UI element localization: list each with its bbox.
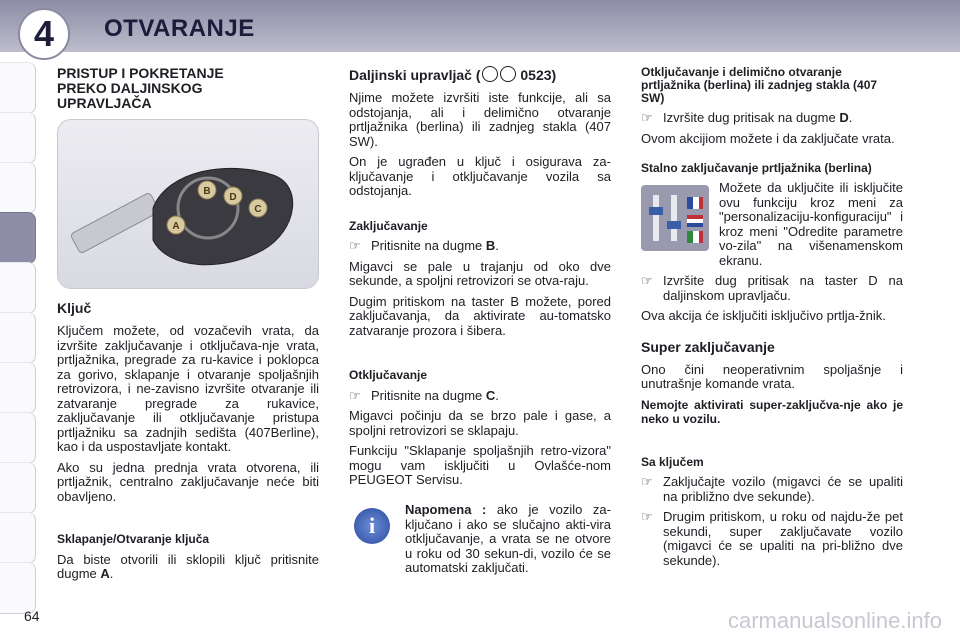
remote-heading-pre: Daljinski upravljač ( [349, 67, 481, 83]
lock-paragraph-1: Migavci se pale u trajanju od oko dve sekunde, a spoljni retrovizori se otva-raju. [349, 258, 611, 288]
unlock-bullet: ☞ Pritisnite na dugme C. [349, 387, 499, 403]
note-paragraph [349, 503, 611, 576]
note-block [349, 503, 611, 576]
remote-paragraph-2: On je ugrađen u ključ i osigurava za-ključavanje i otključavanje vozila sa odstojanja. [349, 154, 611, 198]
key-image [58, 120, 318, 288]
unlock-paragraph-1: Migavci počinju da se brzo pale i gase, a spoljni retrovizori se sklapaju. [349, 408, 611, 438]
withkey-bullet-2-text: Drugim pritiskom, u roku od najdu-že pet sekundi, super zaključavate vozilo (migavci će se upaliti na pri-bližno dve sekunde). [663, 509, 903, 568]
super-warning: Nemojte aktivirati super-zaključva-nje ako je neko u vozilu. [641, 397, 903, 426]
perm-paragraph-2: Ova akcija će isključiti isključivo prtlja-žnik. [641, 308, 886, 323]
chapter-tab[interactable] [0, 262, 36, 314]
pointing-hand-icon: ☞ [641, 273, 653, 288]
key-label-a: A [172, 221, 180, 232]
perm-paragraph: Možete da uključite ili isključite ovu funkciju kroz meni za "personalizaciju-konfiguraciju" i kroz meni "Odredite parametre vo-zila" na višenamenskom ekranu. [719, 181, 903, 268]
chapter-tab-active[interactable] [0, 212, 36, 264]
partial-bullet-text: Izvršite dug pritisak na dugme [663, 110, 836, 125]
withkey-bullet-1-text: Zaključajte vozilo (migavci će se upaliti na približno dve sekunde). [663, 474, 903, 504]
chapter-tab[interactable] [0, 62, 36, 114]
page-number: 64 [24, 608, 40, 624]
unlock-paragraph-2: Funkciju "Sklapanje spoljašnjih retro-vizora" mogu vam isključiti u Ovlašće-nom PEUGEOT Servisu. [349, 443, 611, 487]
chapter-tab[interactable] [0, 112, 36, 164]
lock-paragraph-2: Dugim pritiskom na taster B možete, pored zaključavanja, da aktivirate au-tomatsko zatvaranje prozora i šibera. [349, 293, 611, 338]
page-header [0, 0, 960, 52]
note-label: Napomena : [405, 502, 487, 517]
chapter-tab[interactable] [0, 462, 36, 514]
key-paragraph-1: Ključem možete, od vozačevih vrata, da izvršite zaključavanje i otključava-nje vrata, prtljažnika, pregrade za ru-kavice i poklopca za gorivo, sklapanje i otvaranje spoljašnjih retrovizora, i ne-zavisno izvršite otvaranje ili zatvaranje pregrade za rukavice, zaključavanje ili otključavanje pristupa prtljažniku sa zadnjih sedišta (407Berline), kao i da uspostavljate kontakt. [57, 323, 319, 454]
pointing-hand-icon: ☞ [349, 387, 361, 403]
perm-bullet-text: Izvršite dug pritisak na taster D na daljinskom upravljaču. [663, 273, 903, 303]
unlock-heading: Otključavanje [349, 368, 428, 382]
chapter-tab[interactable] [0, 512, 36, 564]
withkey-heading: Sa ključem [641, 454, 704, 469]
settings-menu-icon [641, 185, 709, 251]
remote-signal-icon [482, 66, 498, 82]
key-illustration [57, 119, 319, 289]
withkey-bullet-1 [641, 475, 903, 504]
fold-heading: Sklapanje/Otvaranje ključa [57, 532, 210, 546]
super-paragraph: Ono čini neoperativnim spoljašnje i unutrašnje komande vrata. [641, 361, 903, 391]
remote-heading-post: 0523) [516, 67, 557, 83]
fold-paragraph: Da biste otvorili ili sklopili ključ pritisnite dugme A. [57, 551, 319, 581]
watermark: carmanualsonline.info [727, 608, 942, 633]
lock-button-letter: B [485, 238, 496, 253]
info-icon: i [354, 508, 390, 544]
page-title: OTVARANJE [104, 15, 255, 42]
column-2 [349, 66, 611, 494]
partial-paragraph: Ovom akcijiom možete i da zaključate vrata. [641, 130, 895, 146]
lock-bullet: ☞ Pritisnite na dugme B. [349, 238, 499, 253]
super-heading: Super zaključavanje [641, 338, 775, 355]
chapter-tab[interactable] [0, 562, 36, 614]
settings-menu-glyph [641, 185, 709, 251]
perm-heading: Stalno zaključavanje prtljažnika (berlina) [641, 161, 872, 175]
chapter-tab[interactable] [0, 312, 36, 364]
lock-bullet-text: Pritisnite na dugme [371, 238, 483, 253]
fold-button-letter: A [100, 566, 110, 581]
perm-bullet [641, 274, 903, 303]
remote-paragraph-1: Njime možete izvršiti iste funkcije, ali sa odstojanja, ali i delimično otvaranje prtljažnika (berlina) ili zadnjeg stakla (407 SW). [349, 90, 611, 149]
partial-heading: Otključavanje i delimično otvaranje prtljažnika (berlina) ili zadnjeg stakla (407 SW) [641, 65, 878, 105]
chapter-tab[interactable] [0, 362, 36, 414]
key-label-c: C [254, 204, 262, 215]
withkey-bullet-2 [641, 510, 903, 568]
section-heading: PRISTUP I POKRETANJE PREKO DALJINSKOG UPRAVLJAČA [57, 65, 224, 111]
perm-block [641, 181, 903, 274]
partial-bullet: ☞ Izvršite dug pritisak na dugme D. [641, 110, 853, 125]
fold-text: Da biste otvorili ili sklopili ključ pritisnite dugme [57, 551, 319, 581]
key-paragraph-2: Ako su jedna prednja vrata otvorena, ili prtljažnik, centralno zaključavanje neće biti obavljeno. [57, 459, 319, 504]
unlock-bullet-text: Pritisnite na dugme [371, 387, 483, 403]
pointing-hand-icon: ☞ [641, 509, 653, 524]
chapter-number: 4 [18, 8, 70, 60]
key-label-b: B [203, 186, 211, 197]
remote-heading [349, 66, 611, 83]
remote-signal-icon [500, 66, 516, 82]
column-3 [641, 66, 903, 574]
pointing-hand-icon: ☞ [349, 238, 361, 253]
chapter-tab[interactable] [0, 412, 36, 464]
partial-button-letter: D [839, 110, 849, 125]
chapter-tab[interactable] [0, 162, 36, 214]
pointing-hand-icon: ☞ [641, 474, 653, 489]
pointing-hand-icon: ☞ [641, 110, 653, 125]
key-label-d: D [229, 192, 237, 203]
unlock-button-letter: C [485, 387, 496, 403]
lock-heading: Zaključavanje [349, 218, 428, 233]
note-text: ako je vozilo za-ključano i ako se slučajno akti-vira otključavanje, a vrata se ne otvore u roku od 30 sekun-di, vozilo će se automatski zaključati. [405, 502, 611, 575]
column-1 [57, 66, 319, 588]
key-heading: Ključ [57, 300, 92, 316]
